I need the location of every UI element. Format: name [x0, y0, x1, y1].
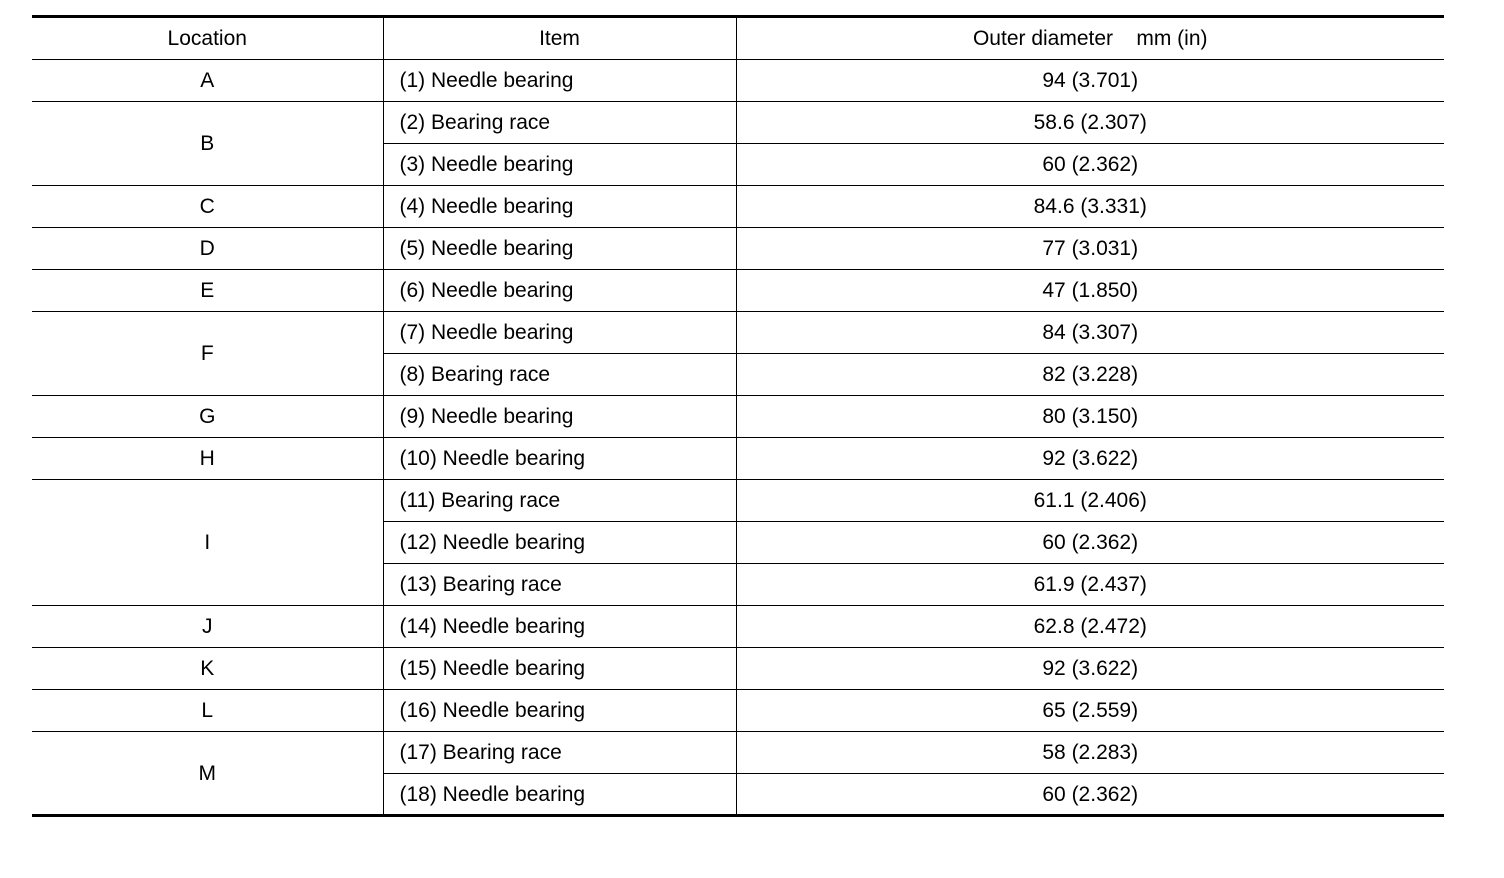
outer-diameter-cell: 77 (3.031)	[736, 228, 1444, 270]
header-item: Item	[383, 17, 736, 60]
table-row	[32, 438, 1444, 480]
item-cell: (9) Needle bearing	[383, 396, 736, 438]
item-cell: (6) Needle bearing	[383, 270, 736, 312]
table-row	[32, 690, 1444, 732]
location-cell: F	[32, 312, 383, 396]
outer-diameter-cell: 60 (2.362)	[736, 522, 1444, 564]
table-row	[32, 312, 1444, 354]
item-cell: (5) Needle bearing	[383, 228, 736, 270]
item-cell: (8) Bearing race	[383, 354, 736, 396]
table-row	[32, 606, 1444, 648]
table-body	[32, 60, 1444, 816]
item-cell: (13) Bearing race	[383, 564, 736, 606]
table-row	[32, 480, 1444, 522]
outer-diameter-cell: 60 (2.362)	[1042, 782, 1139, 806]
table-row	[32, 396, 1444, 438]
table-row	[32, 648, 1444, 690]
location-cell: D	[32, 228, 383, 270]
location-cell: H	[32, 438, 383, 480]
outer-diameter-cell: 58.6 (2.307)	[736, 102, 1444, 144]
item-cell: (10) Needle bearing	[383, 438, 736, 480]
location-cell: I	[32, 480, 383, 606]
location-cell: M	[32, 732, 383, 816]
item-cell: (4) Needle bearing	[383, 186, 736, 228]
table-row	[32, 102, 1444, 144]
outer-diameter-cell: 47 (1.850)	[736, 270, 1444, 312]
outer-diameter-cell: 84.6 (3.331)	[736, 186, 1444, 228]
table-row	[32, 228, 1444, 270]
location-cell: G	[32, 396, 383, 438]
table-header-row	[32, 17, 1444, 60]
header-location: Location	[32, 17, 383, 60]
item-cell: (16) Needle bearing	[383, 690, 736, 732]
item-cell: (14) Needle bearing	[383, 606, 736, 648]
outer-diameter-cell: 82 (3.228)	[736, 354, 1444, 396]
item-cell: (2) Bearing race	[383, 102, 736, 144]
location-cell: E	[32, 270, 383, 312]
table-row	[32, 732, 1444, 774]
outer-diameter-cell: 62.8 (2.472)	[736, 606, 1444, 648]
outer-diameter-cell: 58 (2.283)	[736, 732, 1444, 774]
item-cell: (12) Needle bearing	[383, 522, 736, 564]
outer-diameter-cell: 94 (3.701)	[736, 60, 1444, 102]
outer-diameter-cell: 80 (3.150)	[736, 396, 1444, 438]
item-cell: (15) Needle bearing	[383, 648, 736, 690]
outer-diameter-cell: 92 (3.622)	[736, 648, 1444, 690]
location-cell: B	[32, 102, 383, 186]
header-outer-diameter: Outer diameter mm (in)	[736, 17, 1444, 60]
outer-diameter-cell: 65 (2.559)	[736, 690, 1444, 732]
item-cell: (7) Needle bearing	[383, 312, 736, 354]
location-cell: A	[32, 60, 383, 102]
location-cell: J	[32, 606, 383, 648]
outer-diameter-cell: 60 (2.362)	[736, 144, 1444, 186]
item-cell: (11) Bearing race	[383, 480, 736, 522]
table-row	[32, 270, 1444, 312]
table-row	[32, 60, 1444, 102]
item-cell: (3) Needle bearing	[383, 144, 736, 186]
outer-diameter-cell: 61.1 (2.406)	[736, 480, 1444, 522]
location-cell: L	[32, 690, 383, 732]
item-cell: (1) Needle bearing	[383, 60, 736, 102]
item-cell: (18) Needle bearing	[383, 774, 736, 816]
outer-diameter-cell: 61.9 (2.437)	[736, 564, 1444, 606]
location-cell: C	[32, 186, 383, 228]
item-cell: (17) Bearing race	[383, 732, 736, 774]
bearing-diameter-table	[32, 15, 1444, 817]
outer-diameter-cell: 84 (3.307)	[736, 312, 1444, 354]
outer-diameter-cell: 92 (3.622)	[736, 438, 1444, 480]
table-row	[32, 186, 1444, 228]
location-cell: K	[32, 648, 383, 690]
